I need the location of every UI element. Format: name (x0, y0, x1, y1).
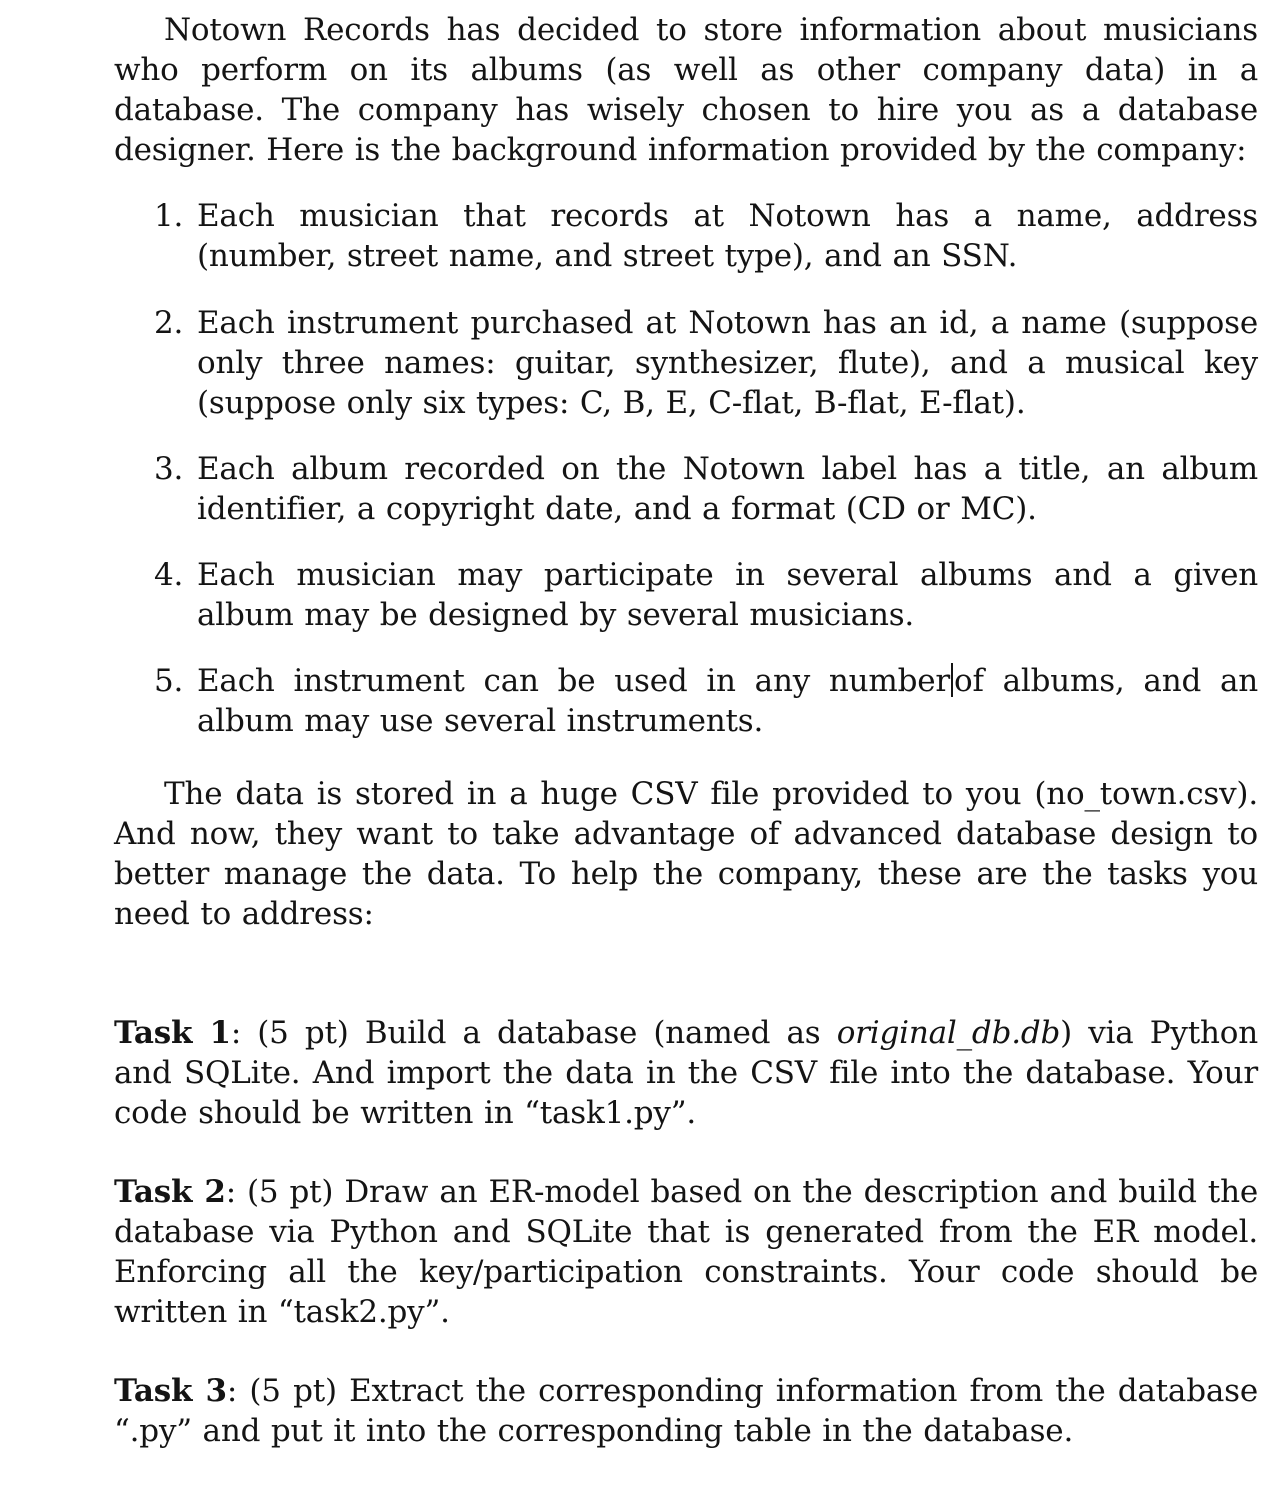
item-text: Each musician that records at Notown has a name, address (number, street name, and street type), and an SSN. (197, 198, 1258, 274)
item-text-after-cursor: of albums, and an album may use several instruments. (197, 663, 1258, 739)
requirements-list (114, 196, 1258, 741)
list-item (114, 661, 1258, 741)
task-text: : (5 pt) Draw an ER-model based on the description and build the database via Python and SQLite that is generated from the ER model. Enforcing all the key/participation constraints. Your code should be written in “task2.py”. (114, 1174, 1258, 1330)
task-1 (114, 1013, 1258, 1133)
item-text-before-cursor: Each instrument can be used in any number (197, 663, 951, 699)
intro-paragraph: Notown Records has decided to store information about musicians who perform on its albums (as well as other company data) in a database. The company has wisely chosen to hire you as a database designer. Here is the background information provided by the company: (114, 12, 1258, 168)
item-number: 1. (154, 198, 184, 234)
list-item (114, 303, 1258, 423)
item-text: Each instrument purchased at Notown has an id, a name (suppose only three names: guitar, synthesizer, flute), and a musical key (suppose only six types: C, B, E, C-flat, B-flat, E-flat). (197, 305, 1258, 421)
document-page (114, 10, 1258, 1451)
task-text: : (5 pt) Extract the corresponding information from the database “.py” and put it into the corresponding table in the database. (114, 1373, 1258, 1449)
item-number: 5. (154, 663, 184, 699)
task-text: ) via Python and SQLite. And import the data in the CSV file into the database. Your code should be written in “task1.py”. (114, 1015, 1258, 1131)
item-number: 4. (154, 557, 184, 593)
item-text: Each album recorded on the Notown label has a title, an album identifier, a copyright date, and a format (CD or MC). (197, 451, 1258, 527)
task-label: Task 3 (114, 1373, 227, 1409)
task-text: : (5 pt) Build a database (named as (230, 1015, 837, 1051)
task-2 (114, 1172, 1258, 1332)
text-cursor (951, 663, 953, 697)
task-label: Task 1 (114, 1015, 231, 1051)
list-item (114, 555, 1258, 635)
task-label: Task 2 (114, 1174, 226, 1210)
data-paragraph: The data is stored in a huge CSV file provided to you (no_town.csv). And now, they want to take advantage of advanced database design to better manage the data. To help the company, these are the tasks you need to address: (114, 776, 1258, 932)
item-text: Each musician may participate in several albums and a given album may be designed by several musicians. (197, 557, 1258, 633)
task-3 (114, 1371, 1258, 1451)
item-number: 2. (154, 305, 184, 341)
list-item (114, 196, 1258, 276)
task-filename: original_db.db (836, 1015, 1061, 1051)
item-number: 3. (154, 451, 184, 487)
list-item (114, 449, 1258, 529)
